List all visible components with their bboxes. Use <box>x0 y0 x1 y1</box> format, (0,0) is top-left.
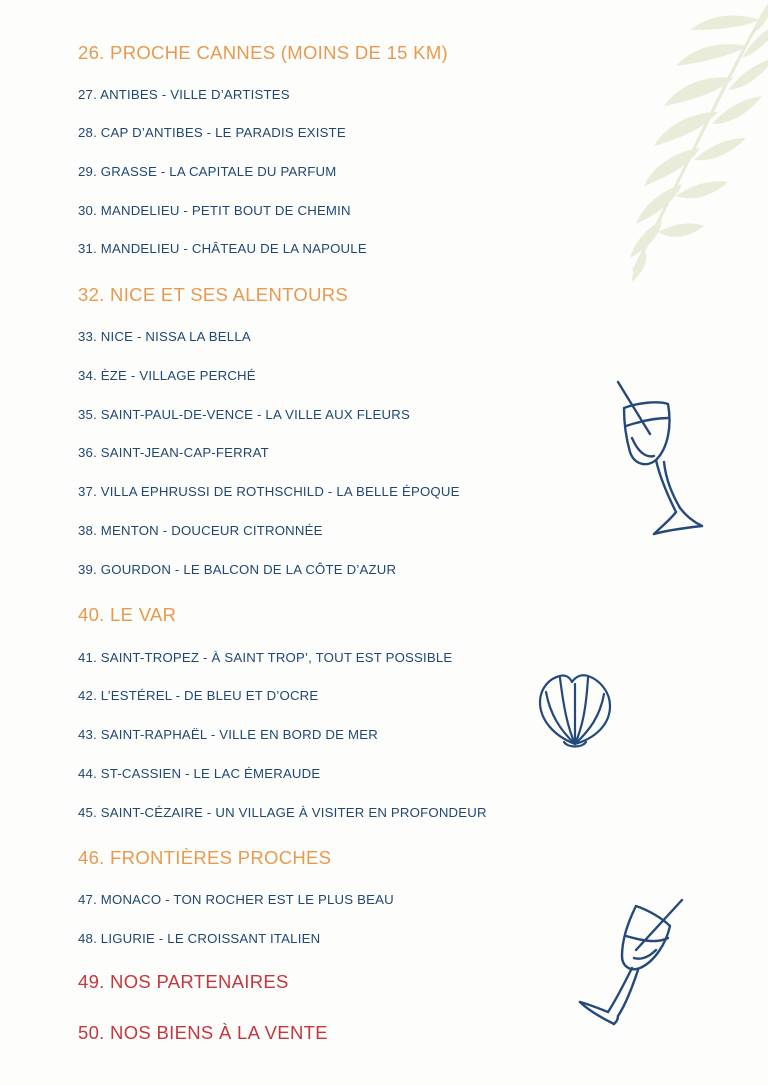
toc-item-nos-biens[interactable]: 50. NOS BIENS À LA VENTE <box>78 1022 328 1043</box>
toc-item-saint-tropez[interactable]: 41. SAINT-TROPEZ - À SAINT TROP’, TOUT EST POSSIBLE <box>78 650 453 665</box>
wine-glass-icon <box>574 896 686 1028</box>
toc-item-villa-ephrussi[interactable]: 37. VILLA EPHRUSSI DE ROTHSCHILD - LA BELLE ÉPOQUE <box>78 484 460 499</box>
toc-item-nice[interactable]: 33. NICE - NISSA LA BELLA <box>78 329 251 344</box>
toc-section-frontieres[interactable]: 46. FRONTIÈRES PROCHES <box>78 847 332 868</box>
toc-section-le-var[interactable]: 40. LE VAR <box>78 604 177 625</box>
toc-item-mandelieu-chateau[interactable]: 31. MANDELIEU - CHÂTEAU DE LA NAPOULE <box>78 241 367 256</box>
toc-item-saint-cezaire[interactable]: 45. SAINT-CÉZAIRE - UN VILLAGE À VISITER EN PROFONDEUR <box>78 805 487 820</box>
toc-item-monaco[interactable]: 47. MONACO - TON ROCHER EST LE PLUS BEAU <box>78 892 394 907</box>
palm-leaf-icon <box>610 0 768 290</box>
toc-item-menton[interactable]: 38. MENTON - DOUCEUR CITRONNÉE <box>78 523 323 538</box>
toc-item-saint-paul[interactable]: 35. SAINT-PAUL-DE-VENCE - LA VILLE AUX FLEURS <box>78 407 410 422</box>
toc-item-nos-partenaires[interactable]: 49. NOS PARTENAIRES <box>78 971 289 992</box>
toc-item-saint-raphael[interactable]: 43. SAINT-RAPHAËL - VILLE EN BORD DE MER <box>78 727 378 742</box>
toc-section-nice[interactable]: 32. NICE ET SES ALENTOURS <box>78 284 349 305</box>
toc-item-esterel[interactable]: 42. L’ESTÉREL - DE BLEU ET D’OCRE <box>78 688 319 703</box>
toc-section-proche-cannes[interactable]: 26. PROCHE CANNES (MOINS DE 15 KM) <box>78 42 448 63</box>
toc-item-cap-d-antibes[interactable]: 28. CAP D’ANTIBES - LE PARADIS EXISTE <box>78 125 346 140</box>
toc-item-eze[interactable]: 34. ÈZE - VILLAGE PERCHÉ <box>78 368 256 383</box>
wine-glass-icon <box>610 378 710 546</box>
toc-item-antibes[interactable]: 27. ANTIBES - VILLE D’ARTISTES <box>78 87 290 102</box>
toc-item-st-cassien[interactable]: 44. ST-CASSIEN - LE LAC ÉMERAUDE <box>78 766 321 781</box>
toc-item-grasse[interactable]: 29. GRASSE - LA CAPITALE DU PARFUM <box>78 164 337 179</box>
toc-item-gourdon[interactable]: 39. GOURDON - LE BALCON DE LA CÔTE D’AZUR <box>78 562 397 577</box>
toc-item-ligurie[interactable]: 48. LIGURIE - LE CROISSANT ITALIEN <box>78 931 321 946</box>
toc-item-mandelieu-chemin[interactable]: 30. MANDELIEU - PETIT BOUT DE CHEMIN <box>78 203 351 218</box>
scallop-shell-icon <box>534 670 616 750</box>
toc-item-saint-jean[interactable]: 36. SAINT-JEAN-CAP-FERRAT <box>78 445 269 460</box>
